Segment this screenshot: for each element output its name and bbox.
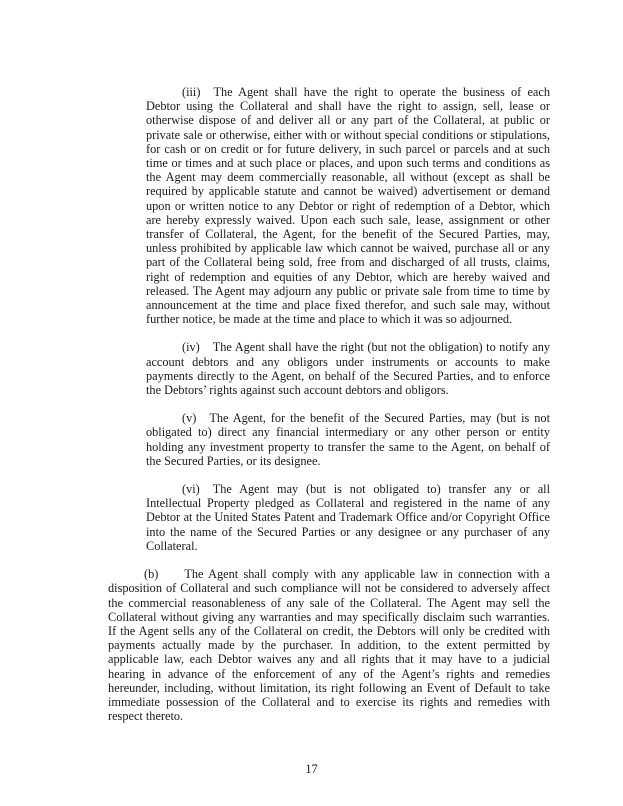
paragraph-v-label: (v): [182, 411, 197, 426]
paragraph-b-text: The Agent shall comply with any applicable law in connection with a disposition of Collateral and such compliance will not be considered to adversely affect the commercial reasonableness of any sale of the Collateral. The Agent may sell the Collateral without giving any warranties and may specifically disclaim such warranties. If the Agent sells any of the Collateral on credit, the Debtors will only be credited with payments actually made by the purchaser. In addition, to the extent permitted by applicable law, each Debtor waives any and all rights that it may have to a judicial hearing in advance of the enforcement of any of the Agent’s rights and remedies hereunder, including, without limitation, its right following an Event of Default to take immediate possession of the Collateral and to exercise its rights and remedies with respect thereto.: [108, 567, 550, 724]
paragraph-v-text: The Agent, for the benefit of the Secured Parties, may (but is not obligated to) direct any financial intermediary or any other person or entity holding any investment property to transfer the same to the Agent, on behalf of the Secured Parties, or its designee.: [146, 411, 550, 468]
paragraph-iii: [146, 85, 550, 326]
paragraph-iv: [146, 340, 550, 397]
paragraph-vi-text: The Agent may (but is not obligated to) transfer any or all Intellectual Property pledged as Collateral and registered in the name of any Debtor at the United States Patent and Trademark Office and/or Copyright Office into the name of the Secured Parties or any designee or any purchaser of any Collateral.: [146, 482, 550, 553]
paragraph-v: [146, 411, 550, 468]
document-body: [108, 85, 550, 723]
paragraph-b: [108, 567, 550, 723]
paragraph-iii-label: (iii): [182, 85, 201, 99]
paragraph-iv-text: The Agent shall have the right (but not the obligation) to notify any account debtors and any obligors under instruments or accounts to make payments directly to the Agent, on behalf of the Secured Parties, and to enforce the Debtors’ rights against such account debtors and obligors.: [146, 340, 550, 398]
paragraph-vi-label: (vi): [182, 482, 200, 497]
paragraph-iii-text: The Agent shall have the right to operate the business of each Debtor using the Collateral and shall have the right to assign, sell, lease or otherwise dispose of and deliver all or any part of the Collateral, at public or private sale or otherwise, either with or without special conditions or stipulations, for cash or on credit or for future delivery, in such parcel or parcels and at such time or times and at such place or places, and upon such terms and conditions as the Agent may deem commercially reasonable, all without (except as shall be required by applicable statute and cannot be waived) advertisement or demand upon or written notice to any Debtor or right of redemption of a Debtor, which are hereby expressly waived. Upon each such sale, lease, assignment or other transfer of Collateral, the Agent, for the benefit of the Secured Parties, may, unless prohibited by applicable law which cannot be waived, purchase all or any part of the Collateral being sold, free from and discharged of all trusts, claims, right of redemption and equities of any Debtor, which are hereby waived and released. The Agent may adjourn any public or private sale from time to time by announcement at the time and place fixed therefor, and such sale may, without further notice, be made at the time and place to which it was so adjourned.: [146, 85, 550, 327]
paragraph-iv-label: (iv): [182, 340, 200, 355]
page-number: 17: [305, 762, 318, 776]
paragraph-b-label: (b): [144, 567, 159, 582]
paragraph-vi: [146, 482, 550, 553]
